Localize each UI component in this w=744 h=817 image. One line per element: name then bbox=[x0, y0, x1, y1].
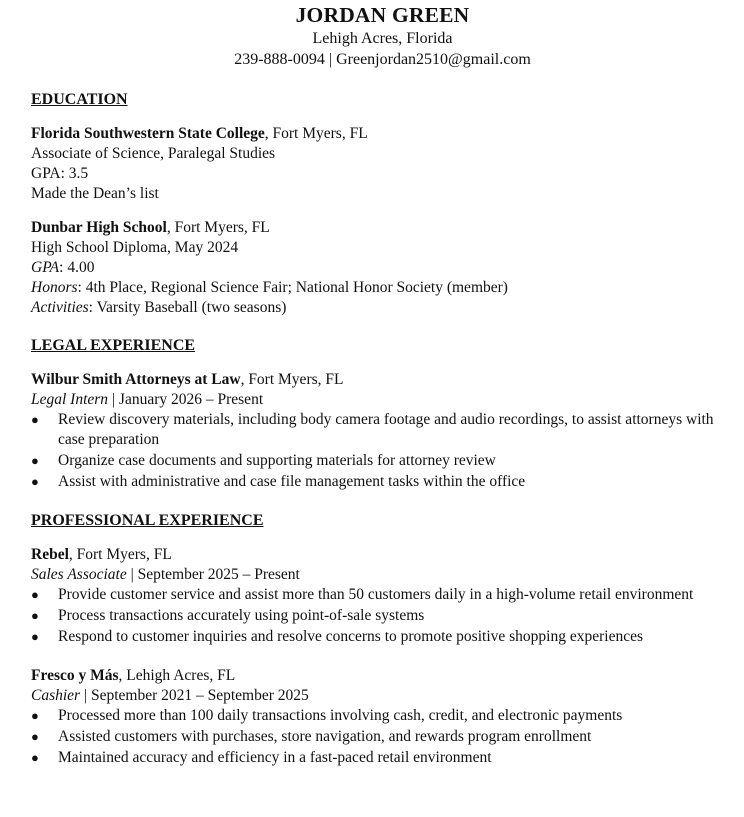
legal-experience-section bbox=[31, 336, 743, 492]
highschool-gpa-label: GPA bbox=[31, 259, 60, 276]
legal-bullet-list bbox=[31, 410, 743, 492]
bullet-icon: ● bbox=[31, 708, 39, 723]
highschool-name: Dunbar High School bbox=[31, 219, 167, 236]
list-item bbox=[31, 451, 743, 471]
list-item bbox=[31, 706, 743, 726]
fresco-bullet-list bbox=[31, 706, 743, 768]
bullet-icon: ● bbox=[31, 474, 39, 489]
rebel-dates: | September 2025 – Present bbox=[126, 566, 300, 583]
fresco-dates: | September 2021 – September 2025 bbox=[80, 687, 309, 704]
bullet-icon: ● bbox=[31, 729, 39, 744]
candidate-name: JORDAN GREEN bbox=[295, 3, 470, 27]
legal-bullet-text: Organize case documents and supporting materials for attorney review bbox=[58, 452, 496, 469]
list-item bbox=[31, 748, 743, 768]
highschool-activities-label: Activities bbox=[31, 299, 89, 316]
highschool-activities-value: : Varsity Baseball (two seasons) bbox=[88, 299, 287, 316]
fresco-employer: Fresco y Más bbox=[31, 667, 119, 684]
list-item bbox=[31, 585, 743, 605]
legal-experience-heading: LEGAL EXPERIENCE bbox=[31, 337, 196, 354]
highschool-honors-value: : 4th Place, Regional Science Fair; National Honor Society (member) bbox=[77, 279, 508, 296]
rebel-bullet-text: Provide customer service and assist more than 50 customers daily in a high-volume retail environment bbox=[58, 586, 694, 603]
fresco-bullet-text: Processed more than 100 daily transactions involving cash, credit, and electronic payments bbox=[58, 707, 623, 724]
education-entry-college bbox=[31, 124, 743, 204]
education-entry-highschool bbox=[31, 218, 743, 318]
professional-experience-section bbox=[31, 511, 743, 768]
bullet-icon: ● bbox=[31, 629, 39, 644]
fresco-bullet-text: Assisted customers with purchases, store navigation, and rewards program enrollment bbox=[58, 728, 592, 745]
education-section bbox=[31, 90, 743, 318]
resume-header bbox=[31, 0, 734, 70]
highschool-honors-label: Honors bbox=[31, 279, 78, 296]
rebel-bullet-text: Respond to customer inquiries and resolve concerns to promote positive shopping experiences bbox=[58, 628, 643, 645]
list-item bbox=[31, 606, 743, 626]
college-degree: Associate of Science, Paralegal Studies bbox=[31, 145, 276, 162]
college-note: Made the Dean’s list bbox=[31, 185, 159, 202]
fresco-role: Cashier bbox=[31, 687, 81, 704]
list-item bbox=[31, 627, 743, 647]
highschool-location: , Fort Myers, FL bbox=[166, 219, 270, 236]
legal-bullet-text: Assist with administrative and case file management tasks within the office bbox=[58, 473, 526, 490]
bullet-icon: ● bbox=[31, 587, 39, 602]
rebel-location: , Fort Myers, FL bbox=[68, 546, 172, 563]
college-name: Florida Southwestern State College bbox=[31, 125, 265, 142]
rebel-bullet-list bbox=[31, 585, 743, 647]
bullet-icon: ● bbox=[31, 608, 39, 623]
legal-location: , Fort Myers, FL bbox=[240, 371, 344, 388]
candidate-location: Lehigh Acres, Florida bbox=[312, 30, 453, 47]
resume-page bbox=[31, 0, 743, 769]
professional-experience-heading: PROFESSIONAL EXPERIENCE bbox=[31, 512, 264, 529]
college-location: , Fort Myers, FL bbox=[264, 125, 368, 142]
highschool-gpa-value: : 4.00 bbox=[59, 259, 95, 276]
bullet-icon: ● bbox=[31, 412, 39, 427]
list-item bbox=[31, 410, 743, 450]
list-item bbox=[31, 727, 743, 747]
highschool-degree: High School Diploma, May 2024 bbox=[31, 239, 239, 256]
fresco-bullet-text: Maintained accuracy and efficiency in a fast-paced retail environment bbox=[58, 749, 492, 766]
rebel-employer: Rebel bbox=[31, 546, 69, 563]
candidate-contact: 239-888-0094 | Greenjordan2510@gmail.com bbox=[234, 51, 531, 68]
education-heading: EDUCATION bbox=[31, 91, 128, 108]
rebel-role: Sales Associate bbox=[31, 566, 127, 583]
legal-dates: | January 2026 – Present bbox=[108, 391, 264, 408]
legal-employer: Wilbur Smith Attorneys at Law bbox=[31, 371, 241, 388]
highschool-gpa bbox=[31, 258, 743, 278]
bullet-icon: ● bbox=[31, 750, 39, 765]
bullet-icon: ● bbox=[31, 453, 39, 468]
college-gpa: GPA: 3.5 bbox=[31, 165, 89, 182]
fresco-location: , Lehigh Acres, FL bbox=[118, 667, 236, 684]
highschool-honors bbox=[31, 278, 743, 298]
legal-role: Legal Intern bbox=[31, 391, 109, 408]
job-fresco bbox=[31, 666, 743, 768]
job-rebel bbox=[31, 545, 743, 647]
list-item bbox=[31, 472, 743, 492]
legal-bullet-text: Review discovery materials, including body camera footage and audio recordings, to assist attorneys with case preparation bbox=[58, 411, 714, 448]
rebel-bullet-text: Process transactions accurately using point-of-sale systems bbox=[58, 607, 425, 624]
highschool-activities bbox=[31, 298, 743, 318]
